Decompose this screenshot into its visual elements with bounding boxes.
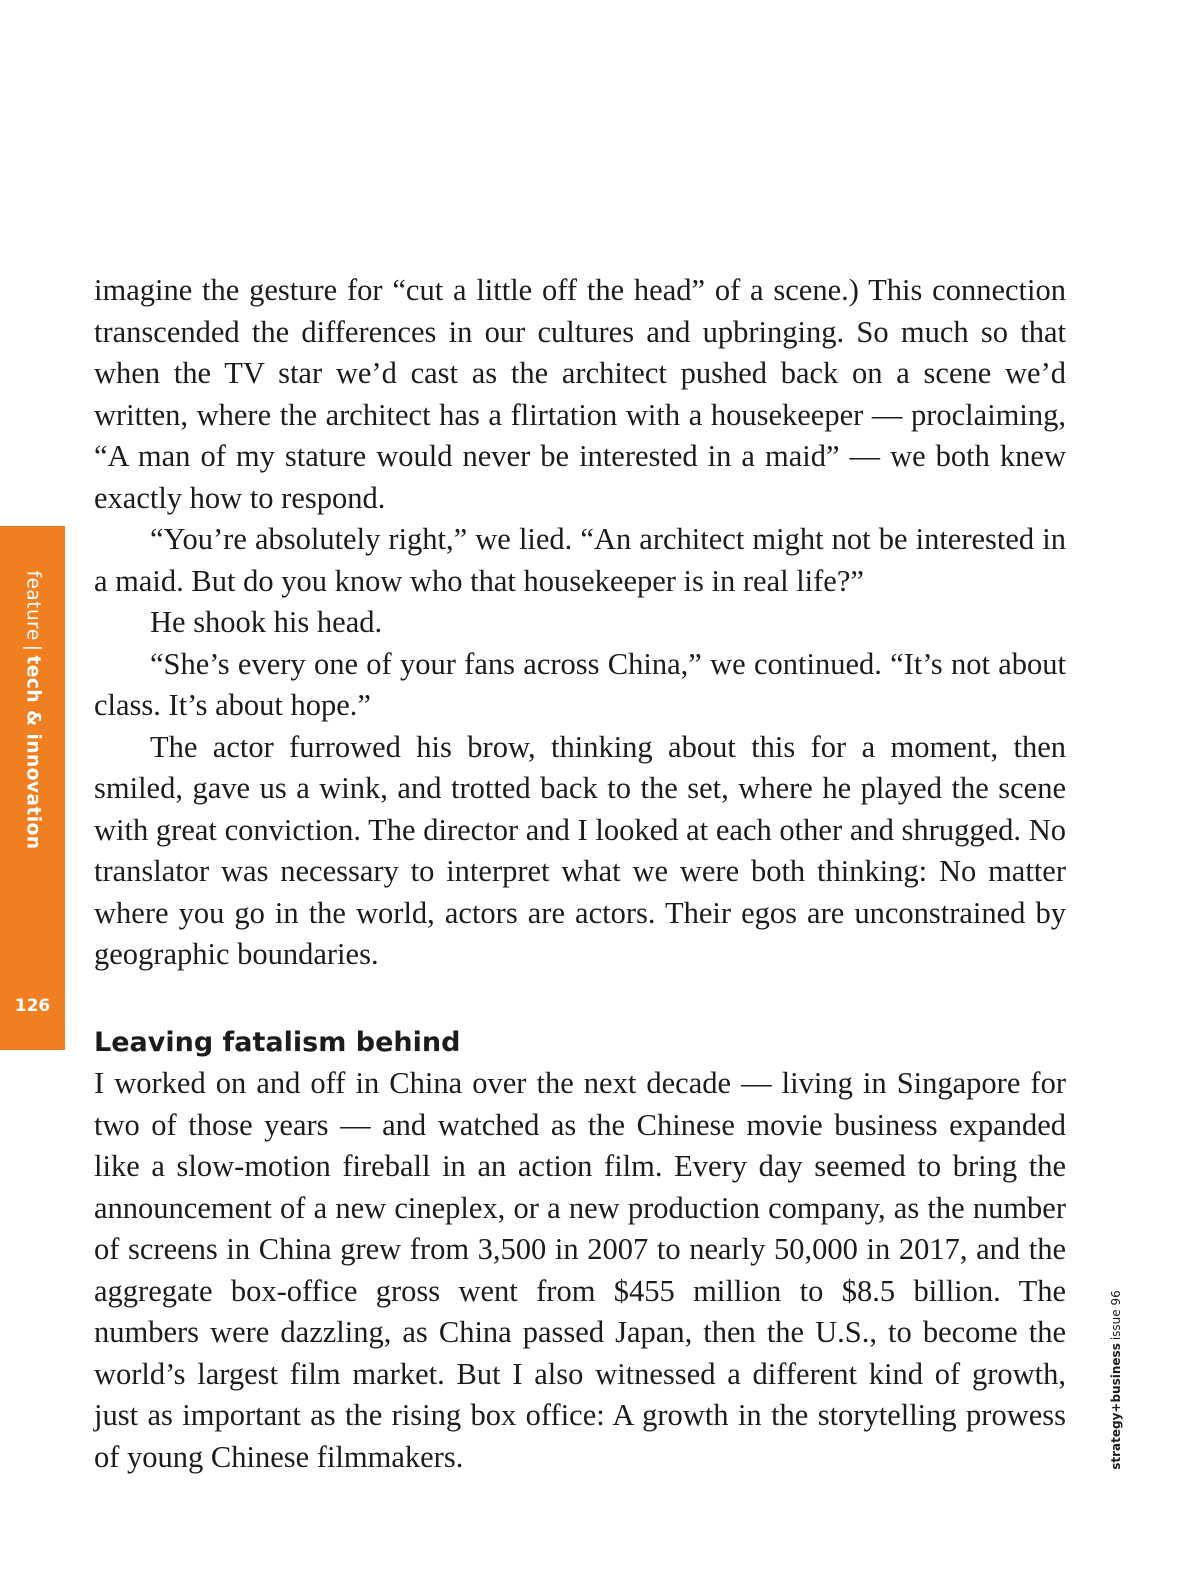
publication-name: strategy+business xyxy=(1109,1343,1123,1470)
article-body xyxy=(94,270,1066,1478)
section-label xyxy=(23,570,44,849)
paragraph: I worked on and off in China over the next decade — living in Singapore for two of those years — and watched as the Chinese movie business expanded like a slow-motion fireball in an action film. Every day seemed to bring the announcement of a new cineplex, or a new production company, as the number of screens in China grew from 3,500 in 2007 to nearly 50,000 in 2017, and the aggregate box-office gross went from $455 million to $8.5 billion. The numbers were dazzling, as China passed Japan, then the U.S., to become the world’s largest film market. But I also witnessed a different kind of growth, just as important as the rising box office: A growth in the storytelling prowess of young Chinese filmmakers. xyxy=(94,1066,1066,1474)
section-separator: | xyxy=(22,644,44,652)
paragraph: The actor furrowed his brow, thinking about this for a moment, then smiled, gave us a wink, and trotted back to the set, where he played the scene with great conviction. The director and I looked at each other and shrugged. No translator was necessary to interpret what we were both thinking: No matter where you go in the world, actors are actors. Their egos are unconstrained by geographic boundaries. xyxy=(94,729,1066,971)
publication-footer xyxy=(1109,1290,1123,1470)
paragraph: “She’s every one of your fans across China,” we continued. “It’s not about class. It’s about hope.” xyxy=(94,646,1066,722)
paragraph: imagine the gesture for “cut a little off the head” of a scene.) This connection transcended the differences in our cultures and upbringing. So much so that when the TV star we’d cast as the architect pushed back on a scene we’d written, where the architect has a flirtation with a housekeeper — proclaiming, “A man of my stature would never be interested in a maid” — we both knew exactly how to respond. xyxy=(94,273,1066,515)
section-heading: Leaving fatalism behind xyxy=(94,1026,461,1058)
page-number: 126 xyxy=(14,996,51,1016)
paragraph: He shook his head. xyxy=(150,605,383,639)
section-topic: tech & innovation xyxy=(22,655,44,850)
paragraph: “You’re absolutely right,” we lied. “An architect might not be interested in a maid. But do you know who that housekeeper is in real life?” xyxy=(94,522,1066,598)
section-name: feature xyxy=(22,570,44,641)
issue-number: issue 96 xyxy=(1109,1290,1123,1341)
